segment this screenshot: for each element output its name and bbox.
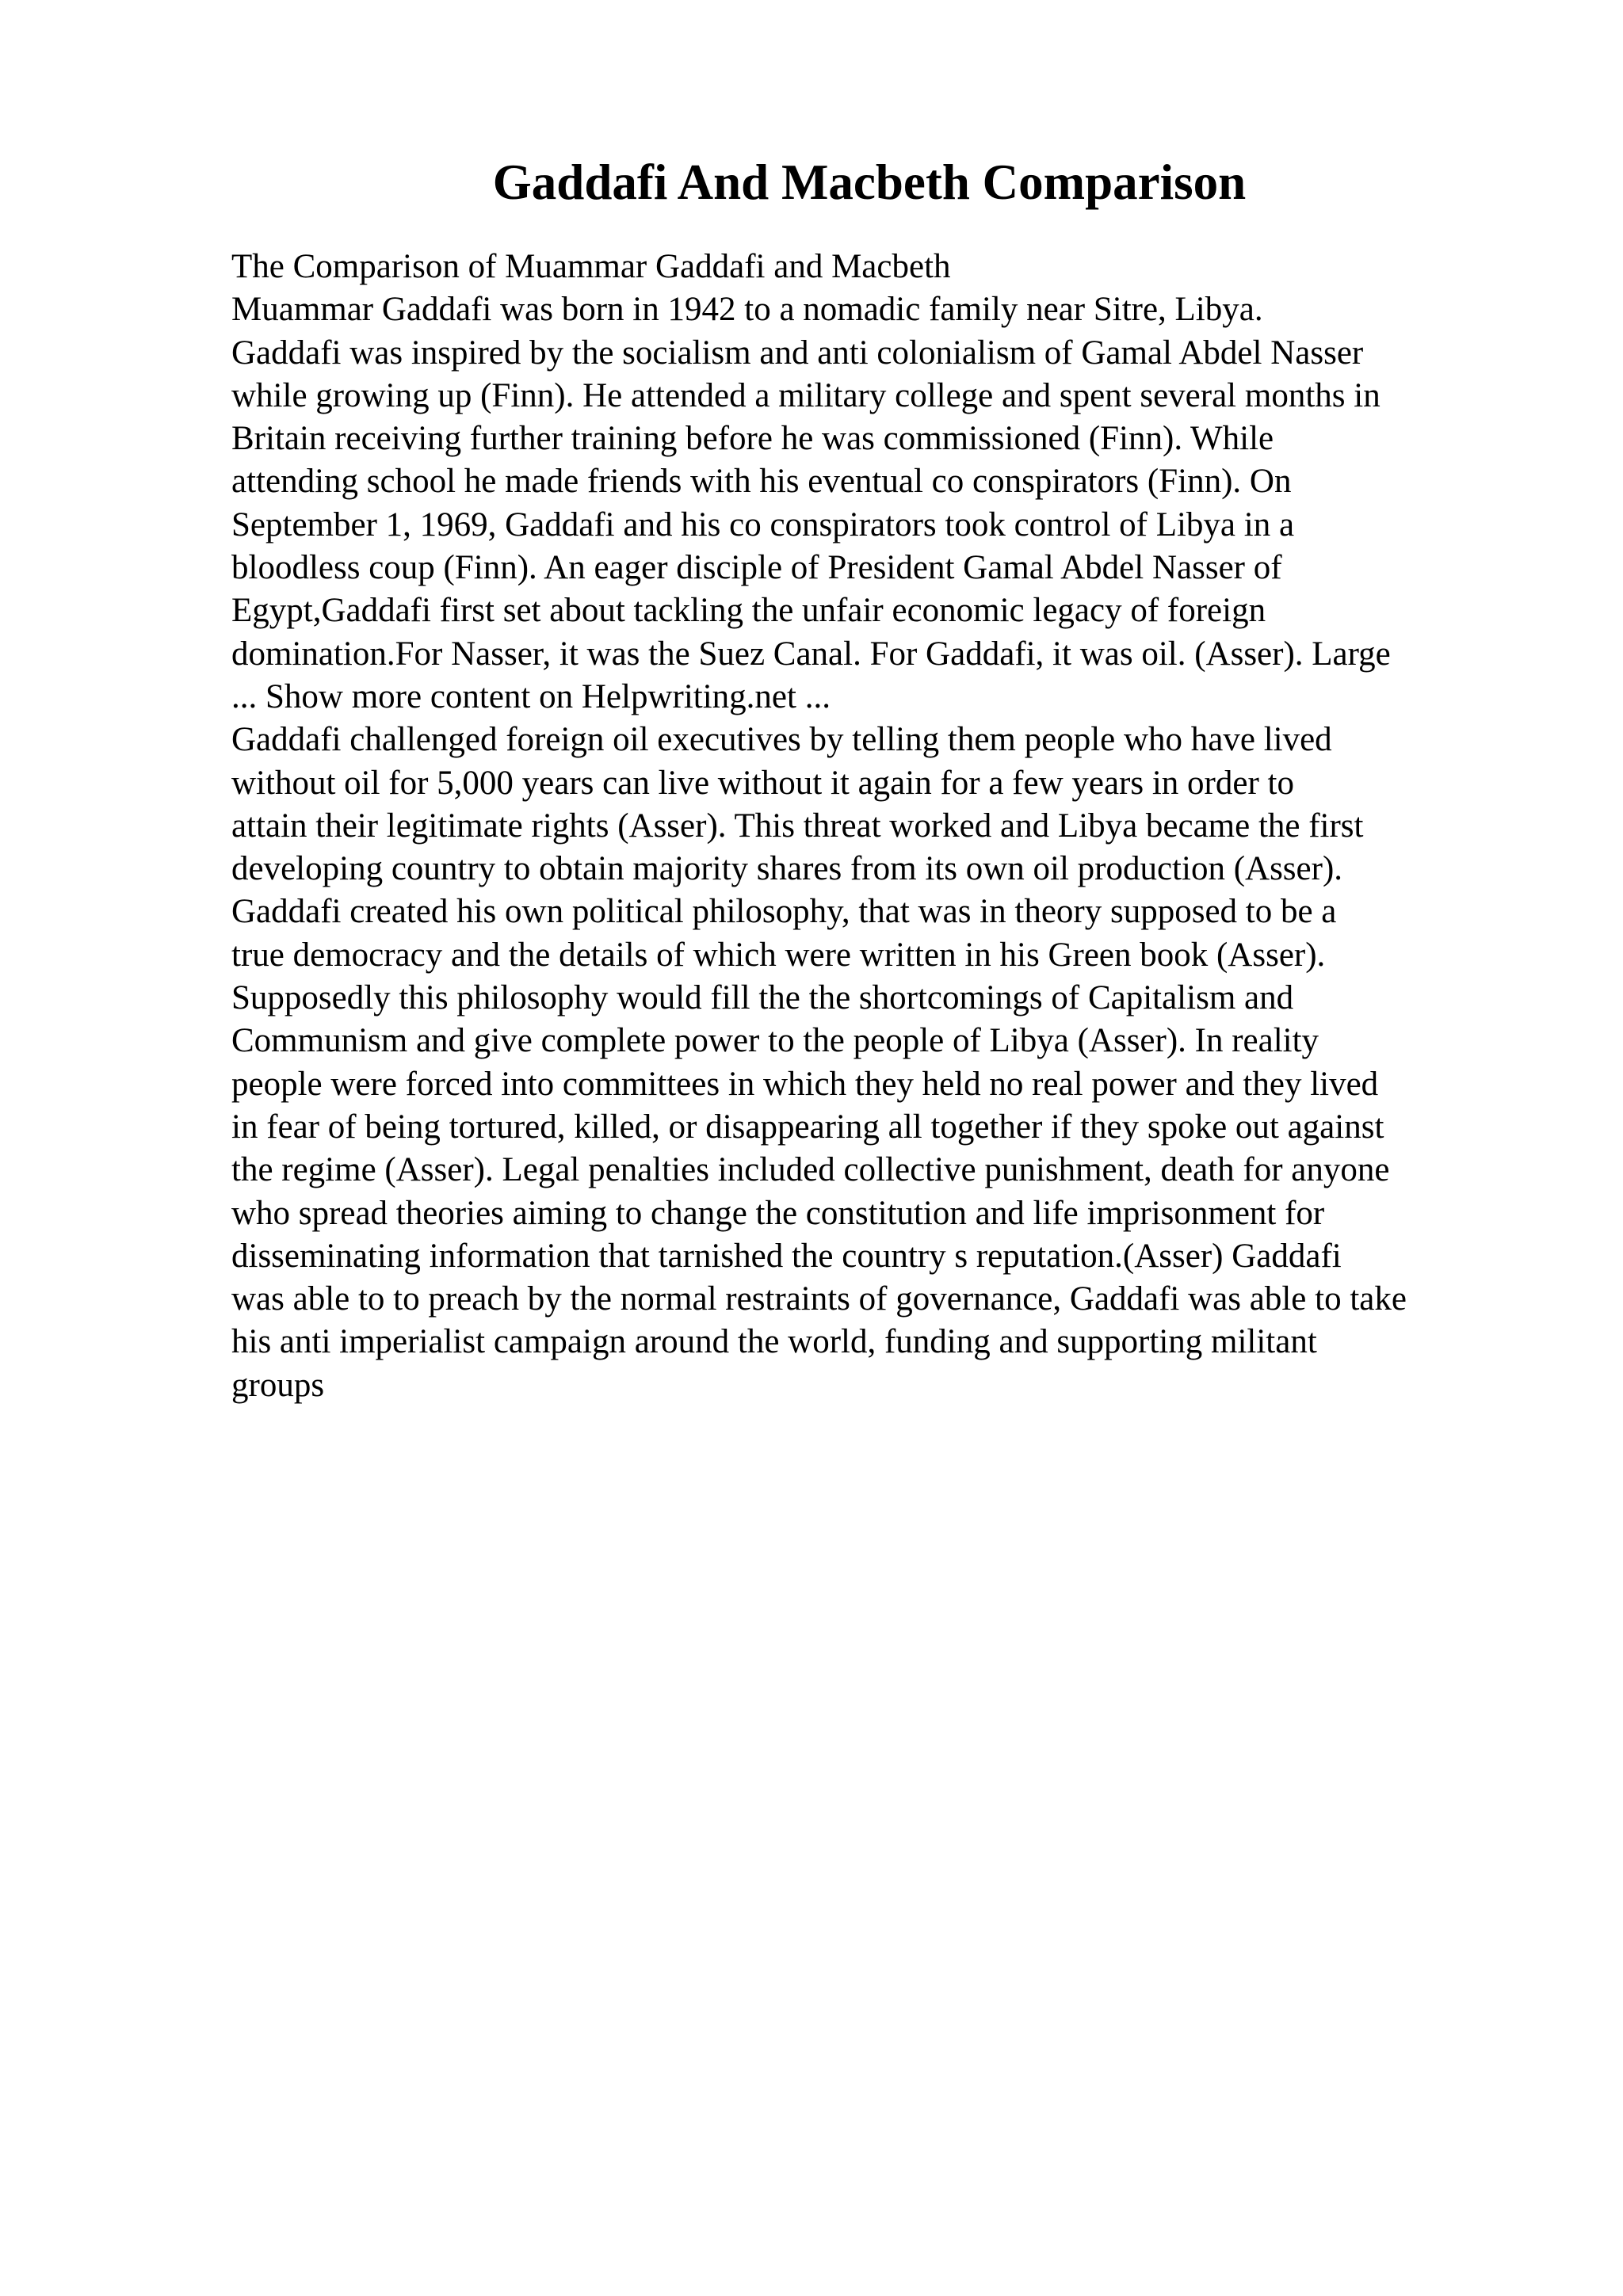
- body-line: Gaddafi created his own political philosophy, that was in theory supposed to be a: [231, 893, 1337, 931]
- body-line: people were forced into committees in which they held no real power and they lived: [231, 1065, 1379, 1103]
- body-line: September 1, 1969, Gaddafi and his co conspirators took control of Libya in a: [231, 505, 1295, 543]
- body-line: developing country to obtain majority shares from its own oil production (Asser).: [231, 850, 1343, 888]
- body-line: while growing up (Finn). He attended a military college and spent several months in: [231, 376, 1381, 414]
- body-line: who spread theories aiming to change the constitution and life imprisonment for: [231, 1194, 1325, 1232]
- body-line: The Comparison of Muammar Gaddafi and Macbeth: [231, 248, 951, 285]
- body-line: bloodless coup (Finn). An eager disciple of President Gamal Abdel Nasser of: [231, 549, 1282, 587]
- show-more-link[interactable]: ... Show more content on Helpwriting.net ...: [231, 677, 831, 715]
- body-line: Gaddafi challenged foreign oil executives by telling them people who have lived: [231, 721, 1332, 759]
- body-line: Muammar Gaddafi was born in 1942 to a nomadic family near Sitre, Libya.: [231, 291, 1263, 329]
- body-line: true democracy and the details of which were written in his Green book (Asser).: [231, 936, 1326, 974]
- body-line: domination.For Nasser, it was the Suez Canal. For Gaddafi, it was oil. (Asser). Large: [231, 635, 1391, 673]
- body-line: disseminating information that tarnished the country s reputation.(Asser) Gaddafi: [231, 1237, 1342, 1275]
- body-line: attain their legitimate rights (Asser). This threat worked and Libya became the first: [231, 807, 1364, 845]
- body-line: was able to to preach by the normal restraints of governance, Gaddafi was able to take: [231, 1280, 1407, 1318]
- body-line: Communism and give complete power to the people of Libya (Asser). In reality: [231, 1022, 1319, 1060]
- body-line: his anti imperialist campaign around the world, funding and supporting militant: [231, 1323, 1317, 1361]
- body-line: the regime (Asser). Legal penalties included collective punishment, death for anyone: [231, 1151, 1390, 1189]
- document-title: Gaddafi And Macbeth Comparison: [492, 154, 1247, 210]
- body-line: Supposedly this philosophy would fill the the shortcomings of Capitalism and: [231, 979, 1294, 1017]
- body-line: Egypt,Gaddafi first set about tackling the unfair economic legacy of foreign: [231, 592, 1266, 630]
- body-line: in fear of being tortured, killed, or disappearing all together if they spoke out against: [231, 1108, 1384, 1146]
- body-line: Gaddafi was inspired by the socialism and anti colonialism of Gamal Abdel Nasser: [231, 334, 1364, 372]
- body-line: groups: [231, 1366, 325, 1404]
- body-line: without oil for 5,000 years can live without it again for a few years in order to: [231, 764, 1294, 802]
- body-line: Britain receiving further training before he was commissioned (Finn). While: [231, 420, 1274, 458]
- document-body: [231, 246, 1579, 1407]
- body-line: attending school he made friends with his eventual co conspirators (Finn). On: [231, 463, 1292, 501]
